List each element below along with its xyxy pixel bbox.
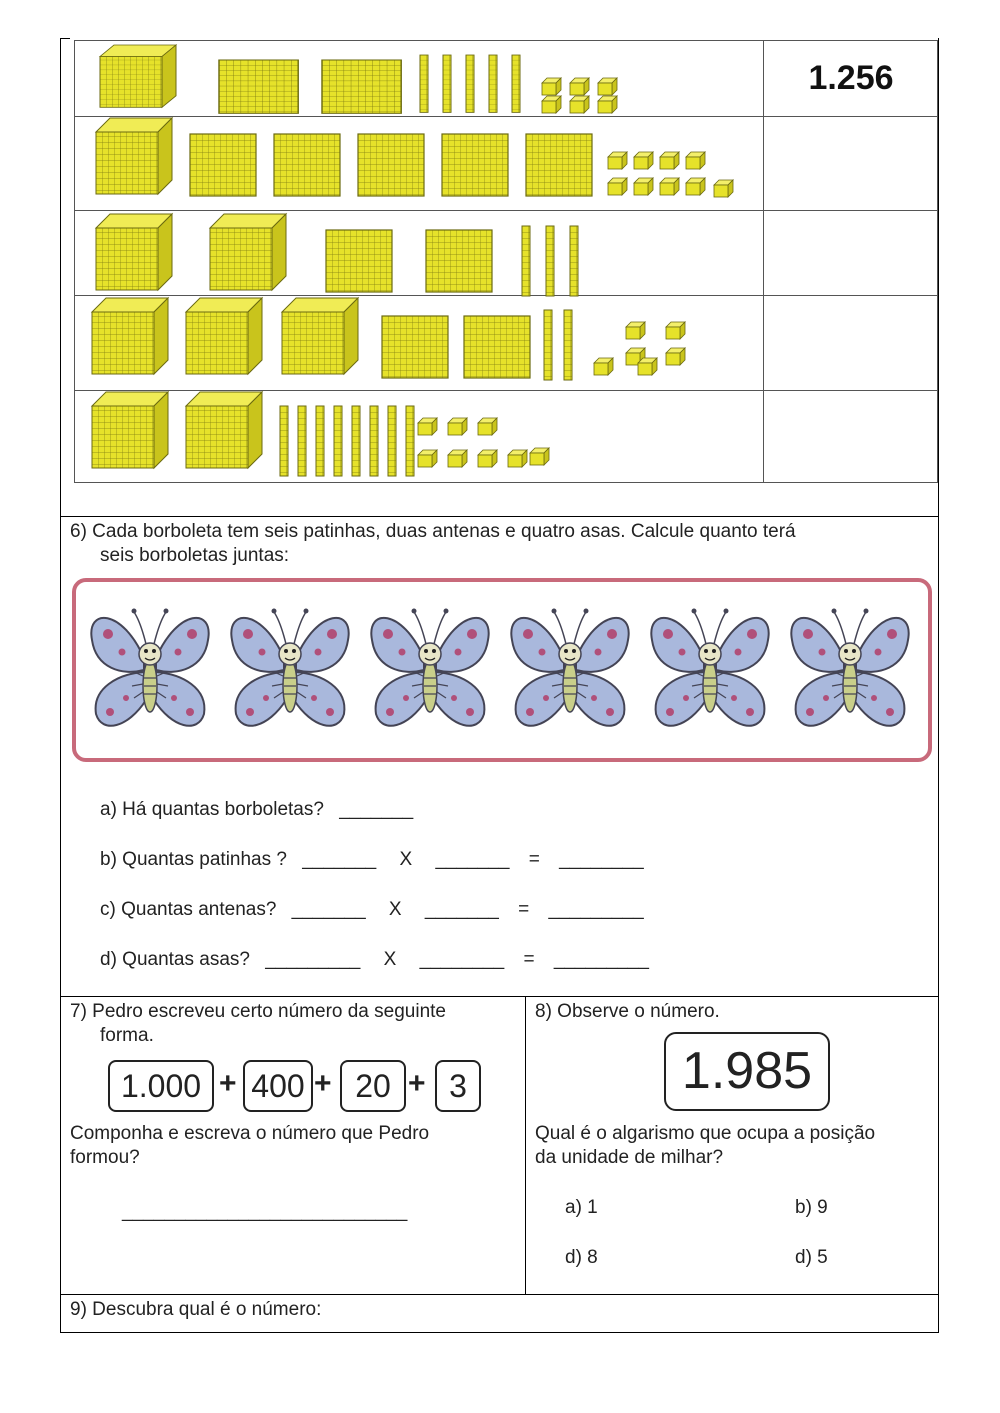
- section-divider-78-vertical: [525, 996, 526, 1294]
- page-border-left: [60, 38, 61, 1333]
- q6-item-b-equals: =: [528, 849, 540, 870]
- q6-item-a: [100, 798, 413, 822]
- q7-prompt-line1: Componha e escreva o número que Pedro: [70, 1123, 430, 1144]
- answer-cell[interactable]: [765, 211, 937, 295]
- butterflies-illustration: [76, 582, 920, 750]
- page-border-right: [938, 38, 939, 1333]
- q8-option[interactable]: b) 9: [795, 1197, 828, 1218]
- q7-part-thousands: 1.000: [108, 1060, 214, 1112]
- q6-item-c-label: c) Quantas antenas?: [100, 899, 277, 920]
- section-divider-9: [60, 1294, 939, 1295]
- q6-item-b-label: b) Quantas patinhas ?: [100, 849, 287, 870]
- q8-text-line1: 8) Observe o número.: [535, 1001, 720, 1022]
- butterfly: [651, 609, 768, 726]
- answer-cell[interactable]: [765, 117, 937, 210]
- butterfly: [791, 609, 908, 726]
- answer-cell[interactable]: [765, 391, 937, 481]
- q6-item-d-label: d) Quantas asas?: [100, 949, 250, 970]
- q7-answer-line[interactable]: ___________________________: [122, 1201, 408, 1222]
- q7-text-line2: forma.: [100, 1025, 154, 1046]
- q6-item-b-times: X: [399, 849, 413, 870]
- q6-item-c-blank1[interactable]: _______: [291, 899, 366, 920]
- q6-item-c-blank3[interactable]: _________: [548, 899, 644, 920]
- q7-plus: +: [314, 1067, 332, 1100]
- q6-item-d-blank1[interactable]: _________: [265, 949, 361, 970]
- q7-prompt-line2: formou?: [70, 1147, 140, 1168]
- q6-item-d-blank2[interactable]: ________: [419, 949, 505, 970]
- q6-item-c-blank2[interactable]: _______: [424, 899, 499, 920]
- base-ten-blocks-illustration: [74, 40, 764, 481]
- answer-cell[interactable]: [765, 296, 937, 390]
- q7-part-hundreds: 400: [243, 1060, 313, 1112]
- q7-part-units: 3: [435, 1060, 481, 1112]
- q7-plus: +: [219, 1067, 237, 1100]
- section-divider-7: [60, 996, 939, 997]
- q6-item-b-blank3[interactable]: ________: [559, 849, 644, 870]
- q6-item-c: [100, 898, 644, 922]
- q6-text-line2: seis borboletas juntas:: [100, 545, 290, 566]
- q6-item-d-blank3[interactable]: _________: [553, 949, 649, 970]
- q6-item-b-blank2[interactable]: _______: [435, 849, 510, 870]
- q6-item-d: [100, 948, 649, 972]
- butterfly: [231, 609, 348, 726]
- answer-cell[interactable]: 1.256: [808, 59, 894, 97]
- q6-item-b: [100, 848, 644, 872]
- q6-text-line1: 6) Cada borboleta tem seis patinhas, duas antenas e quatro asas. Calcule quanto terá: [70, 521, 796, 542]
- q6-item-d-times: X: [383, 949, 397, 970]
- q6-item-b-blank1[interactable]: _______: [302, 849, 377, 870]
- q7-part-tens: 20: [340, 1060, 406, 1112]
- q8-option[interactable]: a) 1: [565, 1197, 598, 1218]
- q6-item-a-label: a) Há quantas borboletas?: [100, 799, 324, 820]
- butterfly: [371, 609, 488, 726]
- q6-item-c-times: X: [388, 899, 402, 920]
- q7-plus: +: [408, 1067, 426, 1100]
- butterfly: [511, 609, 628, 726]
- q6-item-c-equals: =: [518, 899, 530, 920]
- page-border-bottom: [60, 1332, 939, 1333]
- section-divider-6: [60, 516, 939, 517]
- q8-number-box: 1.985: [664, 1032, 830, 1111]
- q8-prompt-line1: Qual é o algarismo que ocupa a posição: [535, 1123, 876, 1144]
- q7-text-line1: 7) Pedro escreveu certo número da seguinte: [70, 1001, 446, 1022]
- butterfly: [91, 609, 208, 726]
- page-border-top-tick: [60, 38, 70, 39]
- q6-item-d-equals: =: [523, 949, 535, 970]
- q8-prompt-line2: da unidade de milhar?: [535, 1147, 724, 1168]
- q6-item-a-blank[interactable]: _______: [339, 799, 414, 820]
- q9-text-line1: 9) Descubra qual é o número:: [70, 1299, 322, 1320]
- q8-option[interactable]: d) 5: [795, 1247, 828, 1268]
- q8-option[interactable]: d) 8: [565, 1247, 598, 1268]
